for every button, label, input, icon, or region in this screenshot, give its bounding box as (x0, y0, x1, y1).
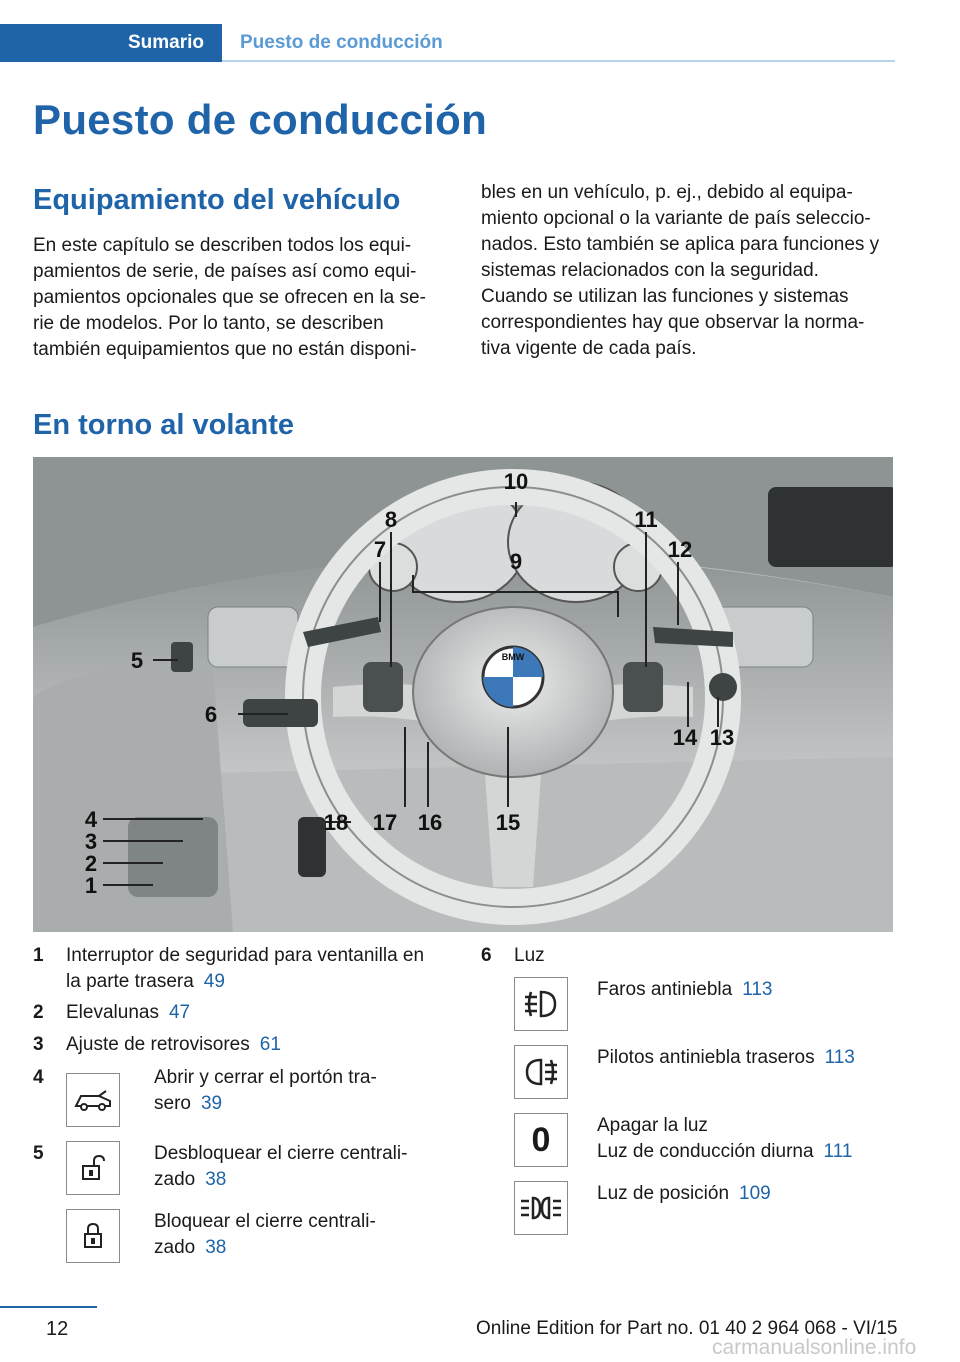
page-reference-link[interactable]: 111 (823, 1141, 853, 1162)
callout-12: 12 (667, 537, 693, 562)
legend-number: 1 (33, 945, 44, 966)
callout-3: 3 (84, 829, 98, 854)
legend-line: zado (154, 1237, 196, 1258)
intro-paragraph-right (481, 180, 901, 362)
text-line: Cuando se utilizan las funciones y sistemas (481, 286, 849, 307)
parking-light-icon (514, 1181, 568, 1235)
legend-line: la parte trasera (66, 971, 194, 992)
tab-puesto-de-conduccion[interactable]: Puesto de conducción (240, 32, 443, 53)
callout-10: 10 (503, 469, 529, 494)
callout-17: 17 (372, 810, 398, 835)
legend-text (66, 943, 451, 995)
page-reference-link[interactable]: 109 (739, 1183, 771, 1204)
legend-line: Faros antiniebla (597, 979, 733, 1000)
unlock-icon (66, 1141, 120, 1195)
legend-text (154, 1209, 376, 1261)
legend-line: Luz de posición (597, 1183, 730, 1204)
legend-line: Elevalunas (66, 1002, 159, 1023)
page-title: Puesto de conducción (33, 96, 488, 143)
legend-text (597, 1045, 855, 1071)
bmw-logo-text: BMW (501, 652, 525, 662)
page-reference-link[interactable]: 38 (205, 1169, 227, 1190)
callout-8: 8 (384, 507, 398, 532)
callout-6: 6 (204, 702, 218, 727)
tailgate-icon (66, 1073, 120, 1127)
section-heading-volante: En torno al volante (33, 409, 295, 441)
legend-text (597, 977, 773, 1003)
page-number: 12 (46, 1318, 69, 1340)
legend-line: Apagar la luz (597, 1115, 708, 1136)
page-reference-link[interactable]: 39 (200, 1093, 223, 1114)
light-off-icon (514, 1113, 568, 1167)
steering-wheel-illustration (33, 457, 893, 932)
text-line: miento opcional o la variante de país seleccio- (481, 208, 871, 229)
page-reference-link[interactable]: 49 (203, 971, 225, 992)
page-reference-link[interactable]: 61 (259, 1034, 281, 1055)
legend-line: Desbloquear el cierre centrali- (154, 1143, 408, 1164)
text-line: rie de modelos. Por lo tanto, se describen (33, 313, 384, 334)
callout-11: 11 (634, 507, 658, 532)
rear-fog-light-icon (514, 1045, 568, 1099)
legend-text (66, 1000, 190, 1026)
page-reference-link[interactable]: 113 (824, 1047, 855, 1068)
legend-number: 2 (33, 1002, 44, 1023)
legend-line: zado (154, 1169, 196, 1190)
callout-2: 2 (84, 851, 98, 876)
page-reference-link[interactable]: 47 (168, 1002, 191, 1023)
footer-rule (0, 1306, 97, 1308)
header-rule (222, 60, 895, 62)
callout-15: 15 (495, 810, 521, 835)
callout-9: 9 (509, 549, 523, 574)
legend-text (597, 1113, 852, 1165)
header-bar (0, 24, 895, 62)
callout-1: 1 (84, 873, 98, 898)
legend-line: Abrir y cerrar el portón tra- (154, 1067, 377, 1088)
legend-text (66, 1032, 281, 1058)
tab-sumario[interactable]: Sumario (0, 24, 222, 62)
text-line: nados. Esto también se aplica para funciones y (481, 234, 880, 255)
text-line: pamientos opcionales que se ofrecen en la se- (33, 287, 426, 308)
callout-14: 14 (672, 725, 698, 750)
legend-number: 6 (481, 945, 492, 966)
callout-13: 13 (709, 725, 735, 750)
callout-18: 18 (323, 810, 349, 835)
legend-text (154, 1065, 377, 1117)
text-line: también equipamientos que no están disponi- (33, 339, 417, 360)
text-line: En este capítulo se describen todos los equi- (33, 235, 412, 256)
text-line: correspondientes hay que observar la norma- (481, 312, 865, 333)
legend-text (597, 1181, 771, 1207)
light-off-glyph: 0 (531, 1121, 551, 1159)
lock-icon (66, 1209, 120, 1263)
page-reference-link[interactable]: 38 (205, 1237, 227, 1258)
callout-7: 7 (373, 537, 387, 562)
edition-text: Online Edition for Part no. 01 40 2 964 068 - VI/15 (476, 1318, 898, 1339)
legend-line: Bloquear el cierre centrali- (154, 1211, 376, 1232)
legend-text (154, 1141, 407, 1193)
legend-line: sero (154, 1093, 191, 1114)
page-reference-link[interactable]: 113 (742, 979, 773, 1000)
legend-line: Luz de conducción diurna (597, 1141, 814, 1162)
legend-line: Ajuste de retrovisores (66, 1034, 250, 1055)
legend-left (33, 943, 453, 1273)
watermark: carmanualsonline.info (712, 1336, 917, 1359)
legend-number: 4 (33, 1067, 44, 1088)
intro-paragraph-left (33, 233, 451, 363)
legend-line: Interruptor de seguridad para ventanilla en (66, 945, 425, 966)
callout-4: 4 (84, 807, 98, 832)
front-fog-light-icon (514, 977, 568, 1031)
section-heading-equipamiento: Equipamiento del vehículo (33, 184, 401, 216)
text-line: tiva vigente de cada país. (481, 338, 697, 359)
legend-line: Pilotos antiniebla traseros (597, 1047, 815, 1068)
callout-16: 16 (417, 810, 443, 835)
callout-5: 5 (130, 648, 144, 673)
text-line: pamientos de serie, de países así como equi- (33, 261, 417, 282)
text-line: bles en un vehículo, p. ej., debido al equipa- (481, 182, 853, 203)
text-line: sistemas relacionados con la seguridad. (481, 260, 819, 281)
cockpit-drawing (33, 457, 893, 932)
legend-number: 3 (33, 1034, 44, 1055)
legend-right (481, 943, 901, 1243)
legend-label-luz: Luz (514, 945, 545, 966)
legend-number: 5 (33, 1143, 44, 1164)
